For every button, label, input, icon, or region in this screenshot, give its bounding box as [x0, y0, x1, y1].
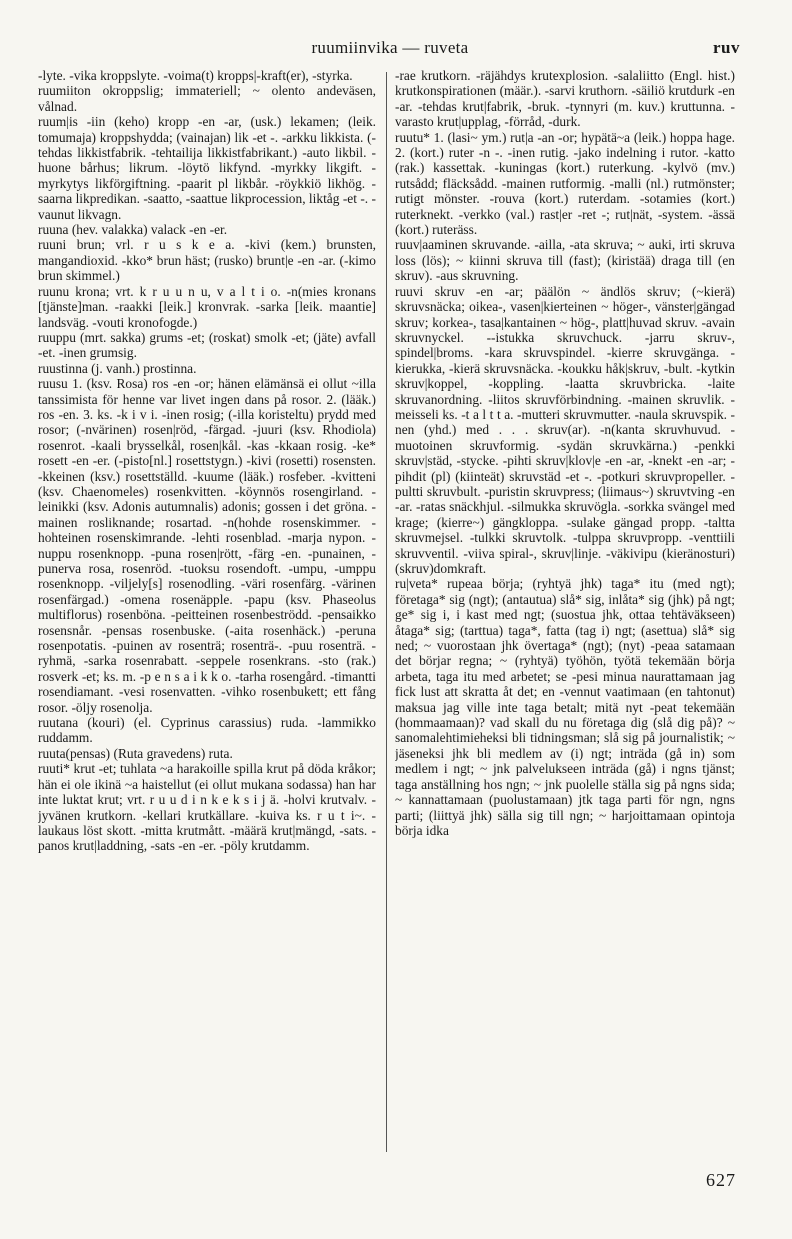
dictionary-entry: ruunu krona; vrt. k r u u n u, v a l t i o. -n(mies kronans [tjänste]man. -raakki [leik.] kronvrak. -sarka [leik. maantie] landsväg. -vouti kronofogde.)	[38, 283, 376, 330]
column-divider	[386, 72, 387, 1152]
dictionary-entry: -lyte. -vika kroppslyte. -voima(t) kropps|-kraft(er), -styrka.	[38, 68, 353, 83]
left-column	[38, 68, 376, 1203]
dictionary-entry: ruustinna (j. vanh.) prostinna.	[38, 360, 197, 376]
page-number: 627	[706, 1170, 736, 1190]
dictionary-entry: ru|veta* rupeaa börja; (ryhtyä jhk) taga* itu (med ngt); företaga* sig (ngt); (antautua) slå* sig, inlåta* sig (jhk) på ngt; ge* sig i, i kast med ngt; (suostua jhk, ottaa tehtäväkseen) åtaga* sig; (tarttua) taga*, fatta (tag i) ngt; (asettua) slå* sig ned; ~ vuorostaan jhk övertaga* (ngt); (nyt) -peaa satamaan det börjar regna; ~ (ryhtyä) työhön, työtä tekemään börja arbeta, taga itu med arbetet; se -pesi minua naurattamaan jag fick lust att skratta åt det; en -vennut vaatimaan (en tahtonut) maksua jag ville inte taga betalt; mitä nyt -peat tekemään (hommaamaan)? vad skall du nu företaga dig (slå dig på)? ~ sanomalehtimieheksi bli tidningsman; slå sig på journalistik; ~ jäseneksi jhk bli medlem av (i) ngt; inträda (gå in) som medlem i ngt; ~ jnk palvelukseen inträda (gå) i ngns tjänst; taga anställning hos ngn; ~ jnk puolelle ställa sig på ngns sida; ~ kannattamaan (puolustamaan) jtk taga parti för ngn, ngns parti; (liittyä jhk) sälla sig till ngn; ~ harjoittamaan opintoja börja idka	[395, 576, 735, 838]
dictionary-entry: ruuti* krut -et; tuhlata ~a harakoille spilla krut på döda kråkor; hän ei ole ikinä ~a haistellut (ei ollut mukana sodassa) han har inte luktat krut; vrt. r u u d i n k e k s i j ä. -holvi krutvalv. -jyvänen krutkorn. -kellari krutkällare. -kuiva ks. r u t i~. -laukaus löst skott. -mitta krutmått. -määrä krut|mängd, -sats. -panos krut|laddning, -sats -en -er. -pöly krutdamm.	[38, 761, 376, 854]
dictionary-entry: ruutana (kouri) (el. Cyprinus carassius) ruda. -lammikko ruddamm.	[38, 715, 376, 746]
right-column	[395, 68, 735, 1203]
dictionary-entry: ruutu* 1. (lasi~ ym.) rut|a -an -or; hypätä~a (leik.) hoppa hage. 2. (kort.) ruter -n -. -inen rutig. -jako indelning i rutor. -katto (rak.) kassettak. -kuningas (kort.) ruterkung. -kylvö (mv.) rutsådd; fläcksådd. -mainen rutformig. -malli (nl.) rutmönster; rutigt mönster. -rouva (kort.) ruterdam. -sotamies (kort.) ruterknekt. -verkko (val.) rast|er -ret -; rut|nät, -system. -ässä (kort.) ruteräss.	[395, 129, 735, 238]
dictionary-entry: ruuppu (mrt. sakka) grums -et; (roskat) smolk -et; (jäte) avfall -et. -inen grumsig.	[38, 329, 376, 361]
dictionary-entry: -rae krutkorn. -räjähdys krutexplosion. -salaliitto (Engl. hist.) krutkonspirationen (määr.). -sarvi kruthorn. -säiliö krutdurk -en -ar. -tehdas krut|fabrik, -bruk. -tynnyri (m. kuv.) kruttunna. -varasto krut|upplag, -förråd, -durk.	[395, 68, 735, 130]
dictionary-entry: ruuta(pensas) (Ruta gravedens) ruta.	[38, 745, 233, 761]
dictionary-entry: ruuv|aaminen skruvande. -ailla, -ata skruva; ~ auki, irti skruva loss (lös); ~ kiinni skruva till (fast); (kiristää) draga till (en skruv). -aus skruvning.	[395, 237, 735, 284]
dictionary-entry: ruuvi skruv -en -ar; päälön ~ ändlös skruv; (~kierä) skruvsnäcka; oikea-, vasen|kierteinen ~ höger-, vänster|gängad skruv; korkea-, tasa|kantainen ~ hög-, platt|huvad skruv. -avain skruvnyckel. --istukka skruvchuck. -jarru skruv-, spindel|broms. -kara skruvspindel. -kierre skruvgänga. -kierukka, -kierä skruvsnäcka. -koukku håk|skruv, -bult. -kytkin skruv|koppel, -koppling. -laatta skruvbricka. -laite skruvanordning. -liitos skruvförbindning. -mainen skruvlik. -meisseli ks. -t a l t t a. -mutteri skruvmutter. -naula skruvspik. -nen (yhd.) med . . . skruv(ar). -n(kanta skruvhuvud. -muotoinen skruvformig. -sydän skruvkärna.) -penkki skruv|städ, -stycke. -pihti skruv|klov|e -en -ar, -knekt -en -ar; -pihdit (pl) (kiinteät) skruvstäd -et -. -potkuri skruvpropeller. -pultti skruvbult. -puristin skruvpress; (liimaus~) skruvtving -en -ar. -ratas snäckhjul. -silmukka skruvögla. -sorkka svängel med krage; (kierre~) gängkloppa. -sulake gängad propp. -taltta skruvmejsel. -tulkki skruvtolk. -tulppa skruvpropp. -venttiili skruvventil. -viiva spiral-, skruv|linje. -väkivipu (kieränosturi) (skruv)domkraft.	[395, 283, 735, 576]
dictionary-entry: ruuna (hev. valakka) valack -en -er.	[38, 222, 228, 238]
running-title: ruumiinvika — ruveta	[311, 38, 469, 57]
dictionary-entry: ruuni brun; vrl. r u s k e a. -kivi (kem.) brunsten, mangandioxid. -kko* brun häst; (rusko) brunt|e -en -ar. (-kimo brun skimmel.)	[38, 237, 376, 284]
dictionary-entry: ruumiiton okroppslig; immateriell; ~ olento andeväsen, vålnad.	[38, 83, 376, 114]
dictionary-entry: ruusu 1. (ksv. Rosa) ros -en -or; hänen elämänsä ei ollut ~illa tanssimista för henne var livet ingen dans på rosor. 2. (lääk.) ros -en. 3. ks. -k i v i. -inen rosig; (-illa koristeltu) prydd med rosor; (-nvärinen) rosen|röd, -färgad. -juuri (ksv. Rhodiola) rosenrot. -kaali brysselkål, rosen|kål. -kas -kkaan rosig. -ke* rosett -en -er. (-pisto[nl.] rosettstygn.) -kivi (rosetti) rosensten. -kkeinen (ksv.) rosettställd. -kuume (lääk.) rosfeber. -kvitteni (ksv. Chaenomeles) rosenkvitten. -köynnös rosengirland. -leinikki (ksv. Adonis autumnalis) adonis; gossen i det gröna. -mainen rosliknande; rosartad. -n(hohde rosenskimmer. -hohteinen rosenskimrande. -lehti rosenblad. -marja nypon. -nuppu rosenknopp. -puna rosen|rött, -färg -en. -punainen, -punerva rosa, rosenröd. -tuoksu rosendoft. -umpu, -umppu rosenknopp. -viljely[s] rosenodling. -väri rosenfärg. -värinen rosenfärgad.) -omena rosenäpple. -papu (ksv. Phaseolus multiflorus) rosenböna. -peitteinen rosenbeströdd. -pensaikko rosensnår. -pensas rosenbuske. (-aita rosenhäck.) -peruna rosenpotatis. -puinen av rosenträ; rosenträ-. -puu rosenträ. -ryhmä, -sarka rosenrabatt. -seppele rosenkrans. -sto (rak.) rosverk -et; ks. m. -p e n s a i k k o. -tarha rosengård. -timantti rosendiamant. -vesi rosenvatten. -vihko rosenbukett; ett fång rosor. -öljy rosenolja.	[38, 376, 376, 715]
dictionary-entry: ruum|is -iin (keho) kropp -en -ar, (usk.) lekamen; (leik. tomumaja) kroppshydda; (vainajan) lik -et -. -arkku likkista. (-tehdas likkistfabrik. -tehtailija likkistfabrikant.) -auto likbil. -huone bårhus; likrum. -löytö likfynd. -myrkky likgift. -myrkytys likförgiftning. -paarit pl likbår. -röykkiö likhög. -saarna likpredikan. -saatto, -saattue likprocession, liktåg -et -. -vaunut likvagn.	[38, 114, 376, 222]
page-header	[40, 38, 740, 62]
guide-word: ruv	[713, 38, 740, 57]
